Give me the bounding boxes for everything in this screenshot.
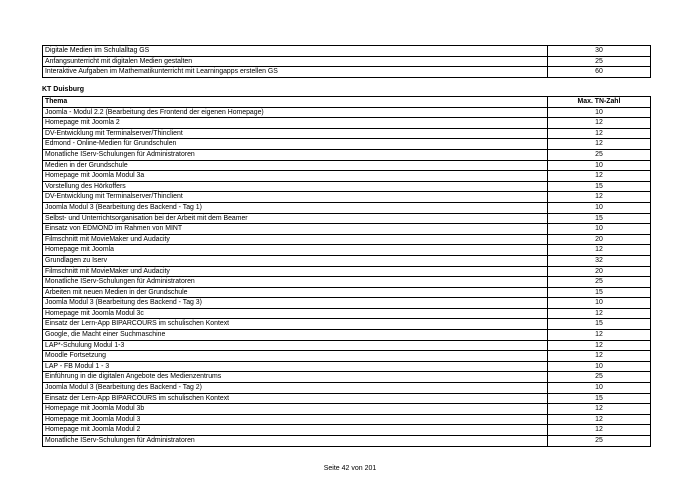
table-row <box>43 414 651 425</box>
cell-thema: Anfangsunterricht mit digitalen Medien gestalten <box>43 56 548 67</box>
table-row <box>43 404 651 415</box>
cell-thema: Joomla Modul 3 (Bearbeitung des Backend - Tag 2) <box>43 383 548 394</box>
table-row <box>43 128 651 139</box>
cell-thema: Homepage mit Joomla <box>43 245 548 256</box>
table-row <box>43 149 651 160</box>
cell-thema: Homepage mit Joomla Modul 3a <box>43 171 548 182</box>
cell-thema: Homepage mit Joomla Modul 3c <box>43 308 548 319</box>
cell-max-participants: 10 <box>548 298 651 309</box>
cell-max-participants: 12 <box>548 425 651 436</box>
cell-max-participants: 25 <box>548 372 651 383</box>
cell-thema: Grundlagen zu Iserv <box>43 255 548 266</box>
cell-thema: Homepage mit Joomla Modul 2 <box>43 425 548 436</box>
previous-section-body <box>43 46 651 78</box>
table-row <box>43 383 651 394</box>
table-row <box>43 361 651 372</box>
cell-thema: Monatliche IServ-Schulungen für Administratoren <box>43 277 548 288</box>
cell-max-participants: 25 <box>548 56 651 67</box>
cell-max-participants: 12 <box>548 330 651 341</box>
cell-max-participants: 15 <box>548 181 651 192</box>
table-row <box>43 372 651 383</box>
cell-thema: Monatliche IServ-Schulungen für Administratoren <box>43 149 548 160</box>
cell-thema: Selbst- und Unterrichtsorganisation bei der Arbeit mit dem Beamer <box>43 213 548 224</box>
header-thema: Thema <box>43 97 548 108</box>
cell-thema: DV-Entwicklung mit Terminalserver/Thinclient <box>43 128 548 139</box>
cell-thema: Digitale Medien im Schulalltag GS <box>43 46 548 57</box>
cell-max-participants: 10 <box>548 383 651 394</box>
cell-thema: Vorstellung des Hörkoffers <box>43 181 548 192</box>
cell-thema: Interaktive Aufgaben im Mathematikunterricht mit Learningapps erstellen GS <box>43 67 548 78</box>
cell-thema: Filmschnitt mit MovieMaker und Audacity <box>43 234 548 245</box>
table-row <box>43 425 651 436</box>
cell-max-participants: 15 <box>548 213 651 224</box>
table-row <box>43 118 651 129</box>
course-table <box>42 96 651 447</box>
cell-thema: Joomla Modul 3 (Bearbeitung des Backend - Tag 1) <box>43 202 548 213</box>
table-row <box>43 330 651 341</box>
table-row <box>43 234 651 245</box>
cell-max-participants: 12 <box>548 118 651 129</box>
table-row <box>43 139 651 150</box>
table-header-row <box>43 97 651 108</box>
cell-thema: Moodle Fortsetzung <box>43 351 548 362</box>
cell-thema: Homepage mit Joomla 2 <box>43 118 548 129</box>
table-row <box>43 255 651 266</box>
course-table-body <box>43 107 651 446</box>
table-row <box>43 351 651 362</box>
table-row <box>43 287 651 298</box>
cell-max-participants: 15 <box>548 319 651 330</box>
cell-thema: Medien in der Grundschule <box>43 160 548 171</box>
cell-thema: Einsatz der Lern-App BIPARCOURS im schulischen Kontext <box>43 319 548 330</box>
table-row <box>43 181 651 192</box>
table-row <box>43 160 651 171</box>
cell-max-participants: 20 <box>548 234 651 245</box>
table-row <box>43 340 651 351</box>
cell-max-participants: 25 <box>548 277 651 288</box>
cell-thema: Joomla Modul 3 (Bearbeitung des Backend - Tag 3) <box>43 298 548 309</box>
cell-thema: Joomla - Modul 2.2 (Bearbeitung des Frontend der eigenen Homepage) <box>43 107 548 118</box>
cell-max-participants: 12 <box>548 192 651 203</box>
table-row <box>43 436 651 447</box>
cell-max-participants: 10 <box>548 224 651 235</box>
cell-max-participants: 12 <box>548 171 651 182</box>
table-row <box>43 56 651 67</box>
cell-max-participants: 10 <box>548 361 651 372</box>
cell-thema: Homepage mit Joomla Modul 3b <box>43 404 548 415</box>
cell-max-participants: 10 <box>548 202 651 213</box>
cell-max-participants: 25 <box>548 149 651 160</box>
table-row <box>43 67 651 78</box>
table-row <box>43 192 651 203</box>
cell-max-participants: 12 <box>548 128 651 139</box>
cell-thema: LAP - FB Modul 1 - 3 <box>43 361 548 372</box>
cell-max-participants: 15 <box>548 287 651 298</box>
cell-max-participants: 12 <box>548 308 651 319</box>
table-row <box>43 171 651 182</box>
cell-max-participants: 20 <box>548 266 651 277</box>
cell-thema: Edmond - Online-Medien für Grundschulen <box>43 139 548 150</box>
cell-max-participants: 25 <box>548 436 651 447</box>
table-row <box>43 107 651 118</box>
table-row <box>43 224 651 235</box>
cell-max-participants: 12 <box>548 351 651 362</box>
cell-max-participants: 12 <box>548 404 651 415</box>
cell-thema: DV-Entwicklung mit Terminalserver/Thinclient <box>43 192 548 203</box>
cell-thema: Google, die Macht einer Suchmaschine <box>43 330 548 341</box>
cell-max-participants: 15 <box>548 393 651 404</box>
cell-max-participants: 12 <box>548 340 651 351</box>
cell-thema: LAP*-Schulung Modul 1-3 <box>43 340 548 351</box>
table-row <box>43 277 651 288</box>
cell-max-participants: 32 <box>548 255 651 266</box>
section-title: KT Duisburg <box>42 86 84 93</box>
table-row <box>43 266 651 277</box>
cell-max-participants: 30 <box>548 46 651 57</box>
cell-max-participants: 12 <box>548 245 651 256</box>
table-row <box>43 319 651 330</box>
table-row <box>43 46 651 57</box>
cell-thema: Einsatz der Lern-App BIPARCOURS im schulischen Kontext <box>43 393 548 404</box>
cell-max-participants: 12 <box>548 139 651 150</box>
cell-max-participants: 12 <box>548 414 651 425</box>
cell-thema: Filmschnitt mit MovieMaker und Audacity <box>43 266 548 277</box>
previous-section-table <box>42 45 651 78</box>
header-max-participants: Max. TN-Zahl <box>548 97 651 108</box>
table-row <box>43 213 651 224</box>
cell-max-participants: 10 <box>548 107 651 118</box>
cell-thema: Homepage mit Joomla Modul 3 <box>43 414 548 425</box>
table-row <box>43 245 651 256</box>
cell-thema: Einführung in die digitalen Angebote des Medienzentrums <box>43 372 548 383</box>
table-row <box>43 298 651 309</box>
table-row <box>43 393 651 404</box>
table-row <box>43 202 651 213</box>
cell-max-participants: 10 <box>548 160 651 171</box>
cell-thema: Arbeiten mit neuen Medien in der Grundschule <box>43 287 548 298</box>
page-footer: Seite 42 von 201 <box>323 465 377 472</box>
cell-max-participants: 60 <box>548 67 651 78</box>
cell-thema: Einsatz von EDMOND im Rahmen von MINT <box>43 224 548 235</box>
cell-thema: Monatliche IServ-Schulungen für Administratoren <box>43 436 548 447</box>
table-row <box>43 308 651 319</box>
